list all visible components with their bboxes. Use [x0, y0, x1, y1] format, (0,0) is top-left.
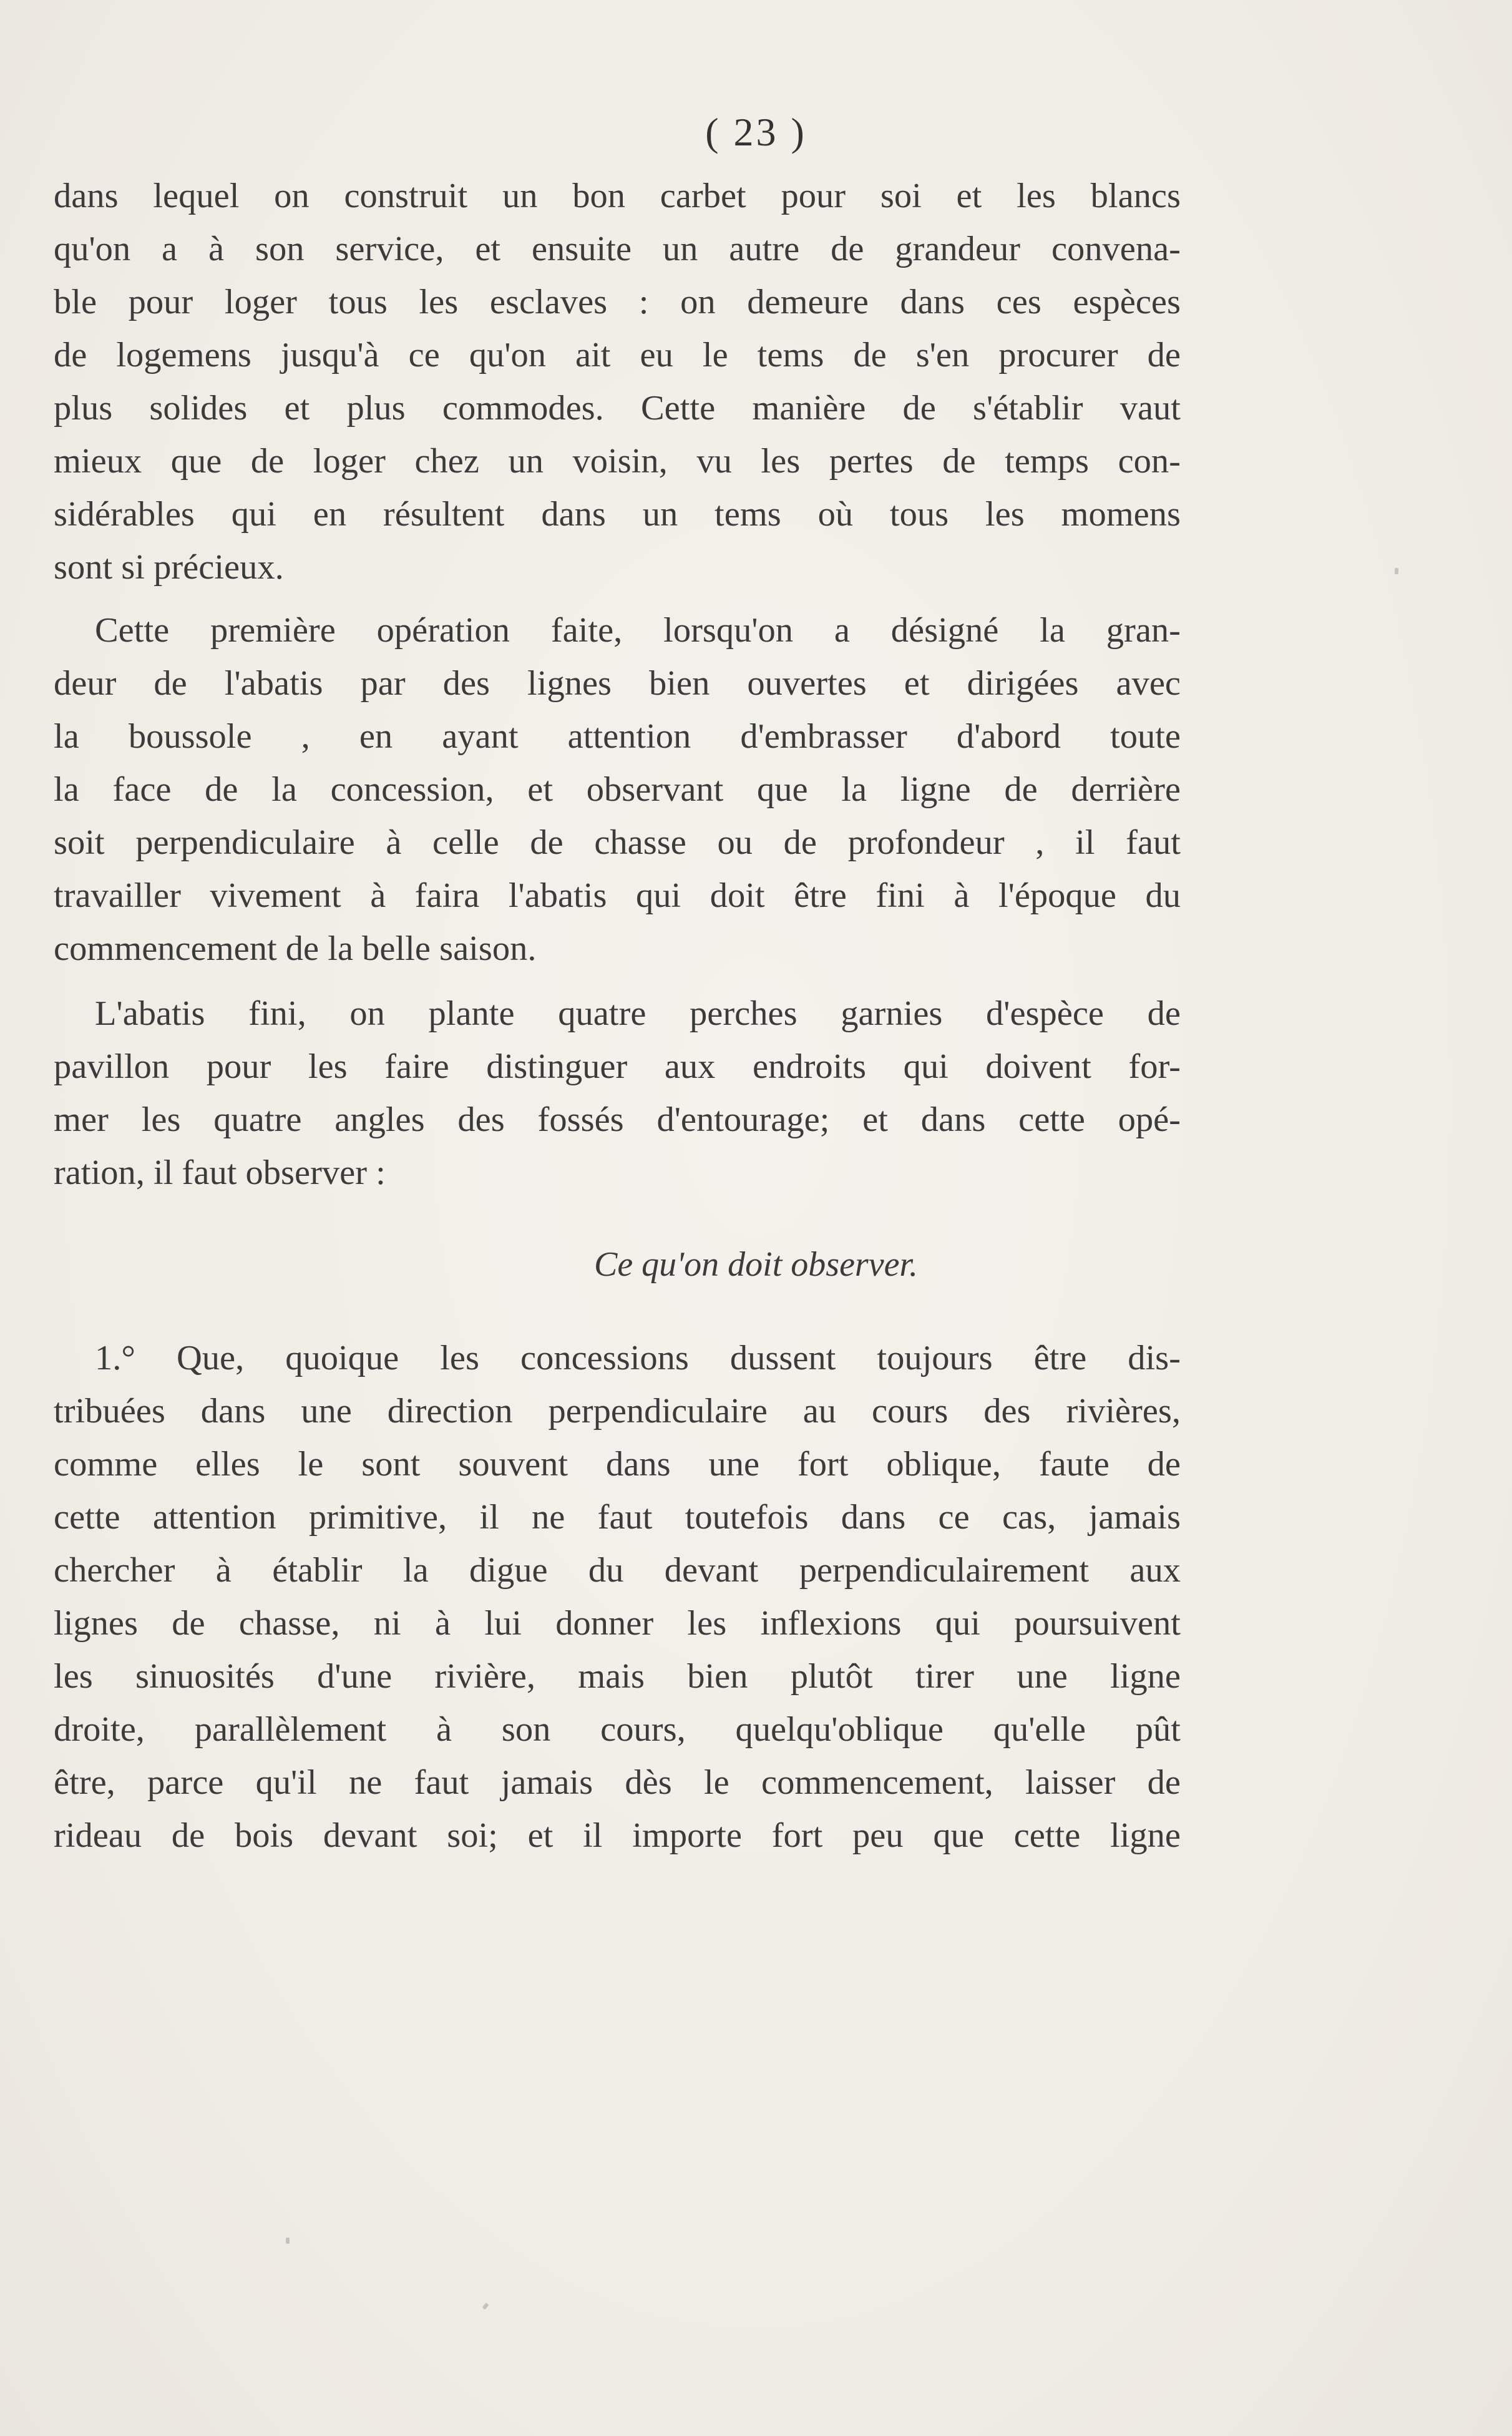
paper-speck	[1395, 568, 1398, 574]
text-line: plus solides et plus commodes. Cette manière de s'établir vaut	[54, 389, 1181, 428]
text-line: sidérables qui en résultent dans un tems où tous les momens	[54, 495, 1181, 534]
section-heading: Ce qu'on doit observer.	[593, 1245, 919, 1284]
text-line: ration, il faut observer :	[54, 1153, 386, 1192]
text-line: commencement de la belle saison.	[54, 929, 537, 968]
text-line: comme elles le sont souvent dans une fort oblique, faute de	[54, 1445, 1181, 1484]
text-line: lignes de chasse, ni à lui donner les inflexions qui poursuivent	[54, 1604, 1181, 1643]
text-line: de logemens jusqu'à ce qu'on ait eu le tems de s'en procurer de	[54, 336, 1181, 374]
text-line: sont si précieux.	[54, 548, 284, 587]
paragraph-3	[54, 987, 1181, 1200]
text-line: la boussole , en ayant attention d'embrasser d'abord toute	[54, 717, 1181, 756]
paragraph-4	[54, 1332, 1181, 1862]
paper-speck	[482, 2302, 489, 2310]
text-line: les sinuosités d'une rivière, mais bien plutôt tirer une ligne	[54, 1657, 1181, 1696]
text-line: cette attention primitive, il ne faut toutefois dans ce cas, jamais	[54, 1498, 1181, 1537]
text-line: mieux que de loger chez un voisin, vu les pertes de temps con-	[54, 442, 1181, 481]
text-line: la face de la concession, et observant que la ligne de derrière	[54, 770, 1181, 809]
text-line: rideau de bois devant soi; et il importe fort peu que cette ligne	[54, 1816, 1181, 1855]
text-line: Cette première opération faite, lorsqu'on a désigné la gran-	[95, 611, 1181, 650]
text-line: soit perpendiculaire à celle de chasse ou de profondeur , il faut	[54, 823, 1181, 862]
text-line: qu'on a à son service, et ensuite un autre de grandeur convena-	[54, 230, 1181, 268]
text-line: droite, parallèlement à son cours, quelqu'oblique qu'elle pût	[54, 1710, 1181, 1749]
text-line: mer les quatre angles des fossés d'entourage; et dans cette opé-	[54, 1100, 1181, 1139]
paragraph-1	[54, 170, 1181, 594]
paper-speck	[286, 2238, 290, 2244]
text-line: 1.° Que, quoique les concessions dussent toujours être dis-	[95, 1339, 1181, 1377]
text-line: pavillon pour les faire distinguer aux endroits qui doivent for-	[54, 1047, 1181, 1086]
text-line: travailler vivement à faira l'abatis qui doit être fini à l'époque du	[54, 876, 1181, 915]
text-line: deur de l'abatis par des lignes bien ouvertes et dirigées avec	[54, 664, 1181, 703]
text-line: ble pour loger tous les esclaves : on demeure dans ces espèces	[54, 283, 1181, 321]
text-line: dans lequel on construit un bon carbet pour soi et les blancs	[54, 177, 1181, 215]
text-line: chercher à établir la digue du devant perpendiculairement aux	[54, 1551, 1181, 1590]
text-line: tribuées dans une direction perpendiculaire au cours des rivières,	[54, 1392, 1181, 1431]
text-line: L'abatis fini, on plante quatre perches garnies d'espèce de	[95, 994, 1181, 1033]
page-number: ( 23 )	[705, 110, 807, 154]
paragraph-2	[54, 604, 1181, 976]
text-line: être, parce qu'il ne faut jamais dès le commencement, laisser de	[54, 1763, 1181, 1802]
